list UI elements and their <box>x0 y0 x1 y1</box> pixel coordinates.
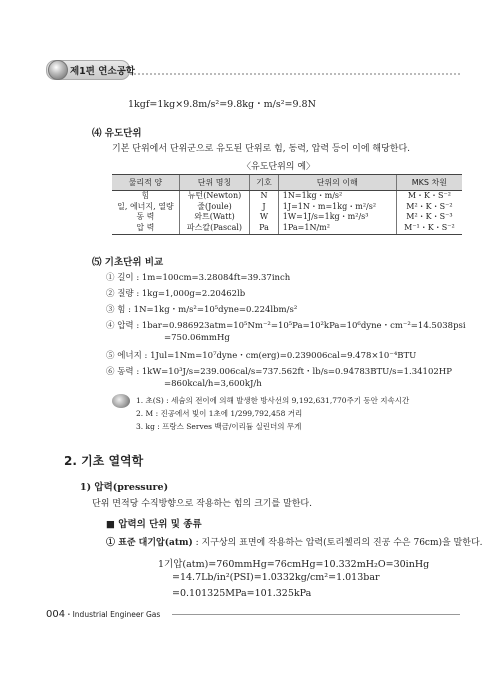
table-row <box>112 202 462 213</box>
table-cell: 동 력 <box>136 212 155 221</box>
header-dotted-rule <box>130 73 460 75</box>
table-cell: M⁻¹・K・S⁻² <box>396 223 462 235</box>
page-footer <box>46 609 160 620</box>
standard-atm-item <box>106 535 483 548</box>
table-cell: M²・K・S⁻² <box>396 202 462 213</box>
table-cell: 일, 에너지, 열량 <box>117 201 174 211</box>
note-line: 1. 초(S) : 세슘의 전이에 의해 발생한 방사선의 9,192,631,770주기 동안 지속시간 <box>136 396 410 405</box>
table-cell: 1Pa=1N/m² <box>278 223 396 235</box>
list-item-power: ⑥ 동력 : 1kW=10³J/s=239.006cal/s=737.562ft・lb/s=0.94783BTU/s=1.34102HP <box>106 367 452 377</box>
table-cell: 줄(Joule) <box>179 202 249 213</box>
table-header-cell: 단위의 이해 <box>278 175 396 191</box>
table-row <box>112 212 462 223</box>
chapter-header-title: 제1편 연소공학 <box>70 66 135 77</box>
derived-units-table <box>112 174 462 235</box>
standard-atm-label: ① 표준 대기압(atm) <box>106 538 193 548</box>
list-item-energy: ⑤ 에너지 : 1Jul=1Nm=10⁷dyne・cm(erg)=0.239006cal=9.478×10⁻⁴BTU <box>106 351 417 361</box>
derived-units-description: 기본 단위에서 단위군으로 유도된 단위로 힘, 동력, 압력 등이 이에 해당한다. <box>112 144 411 154</box>
table-header-cell: MKS 차원 <box>396 175 462 191</box>
section-heading-derived-units: ⑷ 유도단위 <box>92 128 142 139</box>
note-icon <box>112 394 130 408</box>
table-cell: 와트(Watt) <box>179 212 249 223</box>
table-cell: J <box>250 202 279 213</box>
section-heading-base-units: ⑸ 기초단위 비교 <box>92 257 164 268</box>
table-header-cell: 물리적 양 <box>112 175 179 191</box>
footer-rule <box>172 614 460 615</box>
table-cell: W <box>250 212 279 223</box>
table-header-cell: 단위 명칭 <box>179 175 249 191</box>
table-row <box>112 191 462 202</box>
table-cell: M・K・S⁻² <box>396 191 462 202</box>
table-cell: 뉴턴(Newton) <box>179 191 249 202</box>
kgf-equation: 1kgf=1kg×9.8m/s²=9.8kg・m/s²=9.8N <box>128 99 316 110</box>
list-item-length: ① 길이 : 1m=100cm=3.28084ft=39.37inch <box>106 273 291 283</box>
table-cell: 1N=1kg・m/s² <box>278 191 396 202</box>
atm-equation-line-1: 1기압(atm)=760mmHg=76cmHg=10.332mH₂O=30inHg <box>158 559 430 570</box>
atm-equation-line-3: =0.101325MPa=101.325kPa <box>172 588 312 599</box>
table-cell: N <box>250 191 279 202</box>
page-number: 004 <box>46 609 66 620</box>
subsection-heading-pressure: 1) 압력(pressure) <box>80 482 169 493</box>
table-row <box>112 223 462 235</box>
table-caption: 〈유도단위의 예〉 <box>242 162 316 172</box>
table-cell: 압 력 <box>112 223 179 235</box>
atm-equation-line-2: =14.7Lb/in²(PSI)=1.0332kg/cm²=1.013bar <box>172 572 380 583</box>
table-cell: Pa <box>250 223 279 235</box>
chapter-badge-icon <box>48 60 68 80</box>
list-item-pressure: ④ 압력 : 1bar=0.986923atm=10⁵Nm⁻²=10⁵Pa=10²kPa=10⁶dyne・cm⁻²=14.5038psi <box>106 321 466 331</box>
table-cell: 파스칼(Pascal) <box>179 223 249 235</box>
note-line: 2. M : 진공에서 빛이 1초에 1/299,792,458 거리 <box>136 409 303 418</box>
section-title-thermodynamics: 2. 기초 열역학 <box>64 454 144 468</box>
list-item-force: ③ 힘 : 1N=1kg・m/s²=10⁵dyne=0.224lbm/s² <box>106 305 298 315</box>
table-cell: 1W=1J/s=1kg・m²/s³ <box>278 212 396 223</box>
standard-atm-text: : 지구상의 표면에 작용하는 압력(토리첼리의 진공 수은 76cm)을 말한다. <box>192 538 483 548</box>
list-item-power-cont: =860kcal/h=3,600kJ/h <box>164 379 262 389</box>
list-item-mass: ② 질량 : 1kg=1,000g=2.20462lb <box>106 289 246 299</box>
note-line: 3. kg : 프랑스 Serves 백금/이리듐 실린더의 무게 <box>136 422 302 431</box>
table-header-row <box>112 175 462 191</box>
pressure-units-heading: ■ 압력의 단위 및 종류 <box>106 519 202 530</box>
table-cell: M²・K・S⁻³ <box>396 212 462 223</box>
table-cell: 힘 <box>141 191 150 200</box>
footer-book-title: ・Industrial Engineer Gas <box>65 610 161 619</box>
table-header-cell: 기호 <box>250 175 279 191</box>
pressure-definition: 단위 면적당 수직방향으로 작용하는 힘의 크기를 말한다. <box>92 499 312 509</box>
table-cell: 1J=1N・m=1kg・m²/s² <box>278 202 396 213</box>
list-item-pressure-cont: =750.06mmHg <box>164 333 230 343</box>
